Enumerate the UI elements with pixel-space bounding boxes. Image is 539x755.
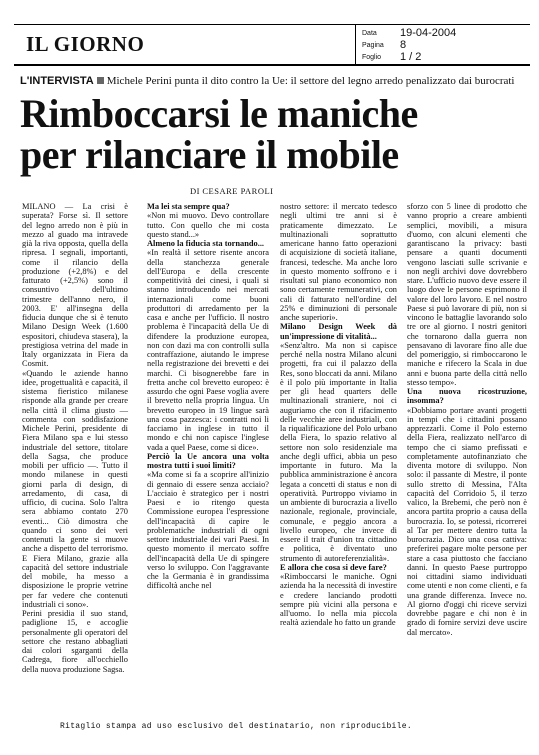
article-column-3 [280,202,397,628]
sheet-label: Foglio [362,54,382,61]
headline [20,93,530,175]
question: Perciò la Ue ancora una volta mostra tutti i suoi limiti? [147,451,269,470]
page-value: 8 [400,39,407,51]
paragraph: «In realtà il settore risente ancora della stanchezza generale dell'Europa e della crescente competitività dei cinesi, i quali si stanno introducendo nei mercati internazionali come buoni produttori di arredamento per la casa e anche per l'ufficio. Il nostro problema è l'incapacità della Ue di difendere la produzione europea, non con dazi ma con controlli sulla contraffazione, aiutando le imprese nella registrazione dei brevetti e dei marchi. Ci bisognerebbe fare in fretta anche col brevetto europeo: è assurdo che ogni Paese voglia avere il brevetto nella propria lingua. Un brevetto europeo in 19 lingue sarà una cosa pazzesca: i contratti noi li facciamo in inglese in tutto il mondo e chi non capisce l'inglese vada a quel Paese, come si dice». [147,248,269,452]
paragraph: «Rimboccarsi le maniche. Ogni azienda ha la necessità di investire e credere lanciando prodotti sempre più vicini alla persona e all'uomo. Io nella mia piccola realtà aziendale ho fatto un grande [280,572,397,628]
paragraph: sforzo con 5 linee di prodotto che vanno proprio a creare ambienti semplici, movibili, a misura d'uomo, con alcuni elementi che garantiscano la privacy: basti pensare a quanti documenti vengono lasciati sulle scrivanie e non negli archivi dove dovrebbero stare. L'ufficio nuovo deve essere il luogo dove le persone esprimono il valore del loro lavoro. E nel nostro Paese si può lavorare di più, non si vincono le battaglie lavorando solo tre ore al giorno. I nostri genitori che tornarono dalla guerra non pensavano di lavorare fino alle due del pomeriggio, si rimboccarono le maniche e rifecero la Scala in due anni e buona parte della città nello stesso tempo». [407,202,527,387]
paragraph: «Ma come si fa a scoprire all'inizio di gennaio di essere senza acciaio? L'acciaio è strategico per i nostri Paesi e io ritengo questa Commissione europea l'espressione dell'incapacità di capire le problematiche industriali di ogni settore industriale dei vari Paesi. In questo momento il mercato soffre dell'incapacità della Ue di spingere verso lo sviluppo. Con l'aggravante che la Germania è in grandissima difficoltà anche nel [147,470,269,591]
paragraph: «Quando le aziende hanno idee, progettualità e capacità, il sistema fieristico milanese risponde alla grande per creare nella città il clima giusto — commenta con soddisfazione Michele Perini, presidente di Fiera Milano spa e lui stesso industriale del settore, titolare della Sagsa, che produce mobili per ufficio —. Tutto il mondo milanese in questi giorni parla di design, di arredamento, di casa, di ufficio, di cucina. Solo l'altra sera abbiamo contato 270 eventi... Ciò dimostra che quando ci sono dei veri contenuti la gente si muove anche a dispetto del terrorismo. E Fiera Milano, grazie alla capacità del settore industriale del mobile, ha messo a disposizione le proprie vetrine per far vedere che contenuti industriali ci sono». [22,368,128,609]
byline-prefix: DI [190,186,200,196]
header-rule-top [14,24,530,25]
header-rule-bottom [14,64,530,66]
kicker-label: L'INTERVISTA [20,75,94,87]
masthead: IL GIORNO [26,32,145,56]
kicker-text: Michele Perini punta il dito contro la Ue: il settore del legno arredo penalizzato dai burocrati [106,75,515,87]
question: E allora che cosa si deve fare? [280,562,387,572]
date-label: Data [362,30,377,37]
paragraph: nostro settore: il mercato tedesco negli ultimi tre anni si è praticamente dimezzato. Le multinazionali soprattutto americane hanno fatto operazioni di acquisizione di società italiane, francesi, tedesche. Ma anche loro in questo momento soffrono e i risultati sul piano economico non sono certamente remunerativi, con cali di fatturato nell'ordine del 25% e diminuzioni di personale anche superiori». [280,202,397,322]
footer-notice: Ritaglio stampa ad uso esclusivo del destinatario, non riproducibile. [60,722,412,731]
article-column-2 [147,202,269,591]
sheet-value: 1 / 2 [400,51,422,63]
headline-line-1: Rimboccarsi le maniche [20,91,418,136]
question: Milano Design Week dà un'impressione di vitalità... [280,322,397,341]
paragraph: «Dobbiamo portare avanti progetti in tempi che i cittadini possano apprezzarli. Come il Polo esterno della Fiera, realizzato nell'arco di tempo che ci siamo prefissati e completamente autofinanziato che diventa motore di sviluppo. Non solo: il passante di Mestre, il ponte sullo stretto di Messina, l'Alta capacità del Corridoio 5, il terzo valico, la Brebemi, che però non è ancora partita proprio a causa della burocrazia. Io, se potessi, ricorrerei al Tar per mettere dentro tutta la burocrazia. Dico una cosa cattiva: preferirei pagare molte persone per stare a casa piuttosto che facciano danni. In questo Paese purtroppo noi cittadini siamo individuati come utenti e non come clienti, e fa una grande differenza. Invece no. Al giorno d'oggi chi riceve servizi dovrebbe pagare e chi non è in grado di fornire servizi deve uscire dal mercato». [407,405,527,637]
byline [190,186,274,196]
headline-line-2: per rilanciare il mobile [20,132,399,177]
question: Ma lei sta sempre qua? [147,202,230,211]
header-divider [355,24,356,64]
article-column-4 [407,202,527,637]
date-value: 19-04-2004 [400,27,457,39]
article-column-1 [22,202,128,674]
paragraph: MILANO — La crisi è superata? Forse sì. Il settore del legno arredo non è più in mezzo al guado ma intravede già la riva opposta, quella della ripresa. I segnali, importanti, come il rilancio della produzione (+2,8%) e del fatturato (+2,5%) sono il consuntivo dell'ultimo trimestre dell'anno nero, il 2003. E' all'insegna della fiducia dunque che si è tenuto Milano Design Week (1.600 espositori, chiudeva stasera), la prestigiosa vetrina del made in Italy organizzata in Fiera da Cosmit. [22,202,128,369]
square-bullet-icon [97,77,104,84]
question: Almeno la fiducia sta tornando... [147,239,265,248]
byline-author: CESARE PAROLI [202,186,274,196]
question: Una nuova ricostruzione, insomma? [407,387,527,406]
page-label: Pagina [362,42,384,49]
kicker [20,75,530,87]
paragraph: «Non mi muovo. Devo controllare tutto. Con quello che mi costa questo stand...» [147,211,269,239]
paragraph: «Senz'altro. Ma non si capisce perché nella nostra Milano alcuni progetti, fra cui il palazzo della Res, sono bloccati da anni. Milano è il polo più importante in Italia per gli head quarters delle multinazionali straniere, noi ci auguriamo che con il rifacimento delle vecchie aree industriali, con la riqualificazione del Polo urbano della Fiera, lo spazio relativo al settore non solo residenziale ma anche degli uffici, abbia un peso importante in futuro. Ma la pubblica amministrazione è ancora legata a concetti di status e non di operatività. Purtroppo viviamo in un ambiente di burocrazia a livello nazionale, regionale, provinciale, comunale, e peggio ancora a livello europeo, che invece di essere il trait d'union tra cittadino e politica, è diventato uno strumento di autoreferenzialità». [280,340,397,563]
paragraph: Perini presidia il suo stand, padiglione 15, e accoglie personalmente gli operatori del settore che restano abbagliati dai colori sgarganti della Cadrega, fiore all'occhiello della nuova produzione Sagsa. [22,609,128,674]
